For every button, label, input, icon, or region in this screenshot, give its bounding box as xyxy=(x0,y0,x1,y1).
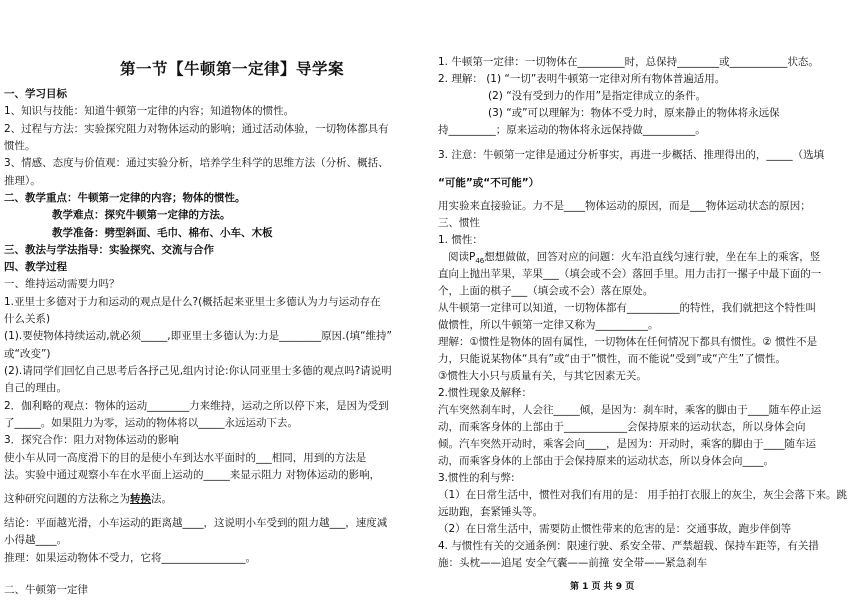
text-line: 做惯性，所以牛顿第一定律又称为__________。 xyxy=(438,319,659,331)
text-line: 法。实验中通过观察小车在水平面上运动的_____来显示阻力 对物体运动的影响， xyxy=(4,469,381,481)
section-heading: 三、惯性 xyxy=(438,217,480,229)
text-line: 1.亚里士多德对于力和运动的观点是什么?(概括起来亚里士多德认为力与运动存在 xyxy=(4,296,381,308)
text-line: 持_________；原来运动的物体将永远保持做__________。 xyxy=(438,124,706,136)
text-line: 理解：①惯性是物体的固有属性，一切物体在任何情况下都具有惯性。② 惯性不是 xyxy=(438,336,818,348)
text-line: 直向上抛出苹果，苹果___（填会或不会）落回手里。用力击打一摞子中最下面的一 xyxy=(438,268,822,280)
text-line: 推理）。 xyxy=(4,175,41,187)
text-line: (3) “或”可以理解为：物体不受力时，原来静止的物体将永远保 xyxy=(488,107,780,119)
text-line: 结论：平面越光滑，小车运动的距离越____，这说明小车受到的阻力越___，速度减 xyxy=(4,517,388,529)
text-line: 个，上面的棋子___（填会或不会）落在原处。 xyxy=(438,285,654,297)
text-segment: 阅读P xyxy=(448,251,476,263)
section-heading: 二、教学重点：牛顿第一定律的内容；物体的惯性。 xyxy=(4,192,246,204)
text-line: 1、知识与技能：知道牛顿第一定律的内容；知道物体的惯性。 xyxy=(4,105,295,117)
text-line: “可能”或“不可能”） xyxy=(438,177,540,189)
text-line: 小得越____。 xyxy=(4,534,67,546)
text-line: 2、过程与方法：实验探究阻力对物体运动的影响；通过活动体验，一切物体都具有 xyxy=(4,123,389,135)
text-line: 4. 与惯性有关的交通条例：限速行驶、系安全带、严禁超载、保持车距等，有关措 xyxy=(438,540,819,552)
text-line: 教学准备：劈型斜面、毛巾、棉布、小车、木板 xyxy=(52,227,273,239)
text-line: (2) “没有受到力的作用”是指定律成立的条件。 xyxy=(488,90,707,102)
text-line: ③惯性大小只与质量有关，与其它因素无关。 xyxy=(438,370,647,382)
text-line: 什么关系) xyxy=(4,313,51,325)
text-line: 了_____。如果阻力为零，运动的物体将以_____永远运动下去。 xyxy=(4,417,298,429)
text-segment: 法。 xyxy=(151,493,172,505)
section-heading: 四、教学过程 xyxy=(4,261,67,273)
text-line: 2.惯性现象及解释： xyxy=(438,387,533,399)
document-title: 第一节【牛顿第一定律】导学案 xyxy=(120,60,345,78)
text-line: 2. 理解： (1) “一切”表明牛顿第一定律对所有物体普遍适用。 xyxy=(438,73,726,85)
text-segment: 这种研究问题的方法称之为 xyxy=(4,493,130,505)
text-line: 倾。汽车突然开动时，乘客会向____，是因为：开动时，乘客的脚由于____随车运 xyxy=(438,438,816,450)
text-line: 动，而乘客身体的上部由于会保持原来的运动状态，所以身体会向____。 xyxy=(438,455,774,467)
page-ref: 46 xyxy=(475,257,485,266)
text-line: 3. 注意：牛顿第一定律是通过分析事实，再进一步概括、推理得出的，_____（选填 xyxy=(438,149,825,161)
section-heading: 一、学习目标 xyxy=(4,88,67,100)
section-heading: 三、教法与学法指导：实验探究、交流与合作 xyxy=(4,244,214,256)
text-line: 使小车从同一高度滑下的目的是使小车到达水平面时的___相同，用到的方法是 xyxy=(4,452,367,464)
text-line: 施：头枕——追尾 安全气囊——前撞 安全带——紧急刹车 xyxy=(438,557,708,569)
text-line: 汽车突然刹车时，人会往_____倾，是因为：刹车时，乘客的脚由于____随车停止运 xyxy=(438,404,822,416)
text-line: 用实验来直接验证。力不是____物体运动的原因，而是___物体运动状态的原因； xyxy=(438,200,811,212)
text-line: 力，只能说某物体“具有”或“由于”惯性，而不能说“受到”或“产生”了惯性。 xyxy=(438,353,787,365)
text-line: 远助跑，套紧锤头等。 xyxy=(438,506,543,518)
text-line: （2）在日常生活中，需要防止惯性带来的危害的是：交通事故，跑步伴倒等 xyxy=(438,523,792,535)
text-line: 1. 惯性： xyxy=(438,234,483,246)
text-line: 从牛顿第一定律可以知道，一切物体都有__________的特性，我们就把这个特性叫 xyxy=(438,302,816,314)
text-segment: 想想做做，回答对应的问题：火车沿直线匀速行驶，坐在车上的乘客，竖 xyxy=(484,251,821,263)
section-heading: 二、牛顿第一定律 xyxy=(4,584,88,596)
text-line: 一、维持运动需要力吗？ xyxy=(4,278,120,290)
text-line: (1).要使物体持续运动,就必须_____,即亚里士多德认为:力是________原因.(填“维持” xyxy=(4,330,392,342)
text-line xyxy=(4,492,172,506)
text-line: 动，而乘客身体的上部由于____________会保持原来的运动状态，所以身体会向 xyxy=(438,421,806,433)
text-line: 1. 牛顿第一定律：一切物体在_________时，总保持________或___________状态。 xyxy=(438,56,819,68)
text-line: 3、情感、态度与价值观：通过实验分析，培养学生科学的思维方法（分析、概括、 xyxy=(4,157,389,169)
text-line: 2．伽利略的观点：物体的运动________力来维持，运动之所以停下来，是因为受到 xyxy=(4,400,389,412)
text-line: 3.惯性的利与弊: xyxy=(438,472,515,484)
text-line: (2).请同学们回忆自己思考后各抒己见,组内讨论:你认同亚里士多德的观点吗?请说明 xyxy=(4,365,392,377)
text-line: 推理：如果运动物体不受力，它将________________。 xyxy=(4,552,256,564)
text-line: 惯性。 xyxy=(4,140,36,152)
text-line: 自己的理由。 xyxy=(4,382,67,394)
text-line: 或“改变”) xyxy=(4,348,51,360)
emphasized-term: 转换 xyxy=(130,493,151,505)
text-line: 3．探究合作：阻力对物体运动的影响 xyxy=(4,434,179,446)
text-line: （1）在日常生活中，惯性对我们有用的是： 用手拍打衣服上的灰尘，灰尘会落下来。跳 xyxy=(438,489,848,501)
page-footer: 第 1 页 共 9 页 xyxy=(570,582,635,592)
text-line xyxy=(448,250,820,268)
text-line: 教学难点：探究牛顿第一定律的方法。 xyxy=(52,209,231,221)
